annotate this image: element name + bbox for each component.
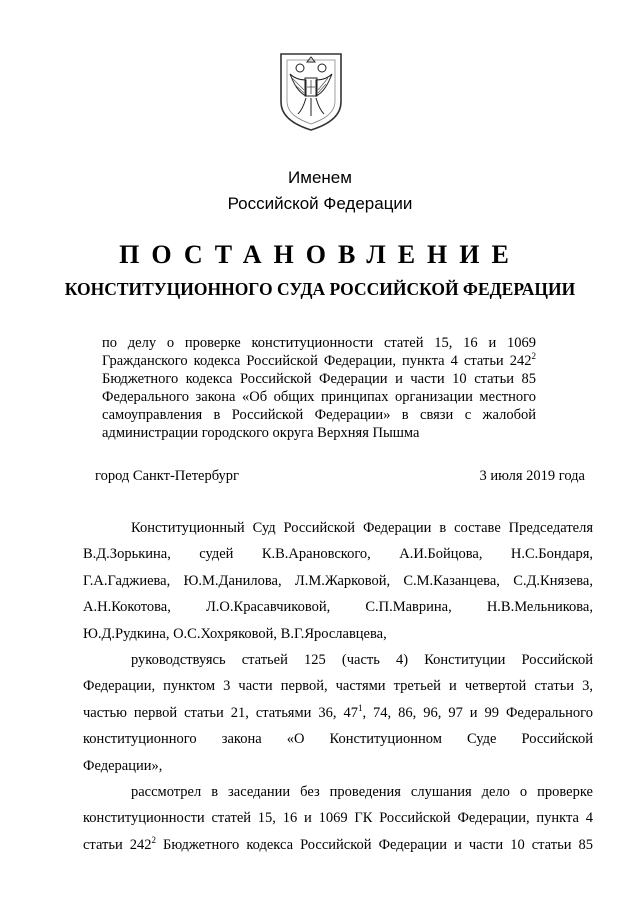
- body-line: Г.А.Гаджиева, Ю.М.Данилова, Л.М.Жарковой, С.М.Казанцева, С.Д.Князева,: [83, 572, 593, 589]
- document-subtitle: КОНСТИТУЦИОННОГО СУДА РОССИЙСКОЙ ФЕДЕРАЦИИ: [64, 279, 576, 299]
- case-line: по делу о проверке конституционности статей 15, 16 и 1069: [102, 335, 536, 351]
- body-line: [83, 700, 593, 726]
- federation-line: Российской Федерации: [227, 194, 413, 213]
- body-line: А.Н.Кокотова, Л.О.Красавчиковой, С.П.Маврина, Н.В.Мельникова,: [83, 599, 593, 616]
- superscript: 2: [531, 351, 536, 362]
- body-line: конституционности статей 15, 16 и 1069 ГК Российской Федерации, пункта 4: [83, 810, 593, 827]
- body-line: В.Д.Зорькина, судей К.В.Арановского, А.И.Бойцова, Н.С.Бондаря,: [83, 546, 593, 563]
- body-text-part: , 74, 86, 96, 97 и 99 Федерального: [362, 704, 593, 721]
- body-line: Федерации»,: [83, 757, 163, 774]
- case-line: Бюджетного кодекса Российской Федерации и части 10 статьи 85: [102, 371, 536, 387]
- body-line: Федерации, пунктом 3 части первой, частями третьей и четвертой статьи 3,: [83, 678, 593, 695]
- document-title: ПОСТАНОВЛЕНИЕ: [119, 240, 521, 269]
- case-line: администрации городского округа Верхняя Пышма: [102, 425, 420, 441]
- body-line: [83, 832, 593, 858]
- body-line: руководствуясь статьей 125 (часть 4) Конституции Российской: [131, 651, 593, 668]
- body-text-part: частью первой статьи 21, статьями 36, 47: [83, 704, 358, 721]
- body-text-part: статьи 242: [83, 836, 152, 853]
- place-date-row: [95, 468, 585, 485]
- case-line: [102, 352, 536, 370]
- case-text: Гражданского кодекса Российской Федерации, пункта 4 статьи 242: [102, 353, 532, 369]
- superscript: 2: [151, 834, 157, 845]
- body-line: Конституционный Суд Российской Федерации в составе Председателя: [131, 520, 593, 536]
- body-line: рассмотрел в заседании без проведения слушания дело о проверке: [131, 783, 593, 800]
- case-line: Федерального закона «Об общих принципах организации местного: [102, 389, 536, 405]
- case-line: самоуправления в Российской Федерации» в связи с жалобой: [102, 407, 536, 423]
- in-name-line: Именем: [288, 168, 352, 187]
- body-line: конституционного закона «О Конституционном Суде Российской: [83, 731, 593, 748]
- coat-of-arms-emblem: [278, 50, 344, 132]
- case-subject: [102, 334, 536, 442]
- superscript: 1: [357, 702, 363, 713]
- date: 3 июля 2019 года: [479, 468, 585, 484]
- place: город Санкт-Петербург: [95, 468, 240, 484]
- body-text-part: Бюджетного кодекса Российской Федерации и части 10 статьи 85: [156, 836, 593, 853]
- body-text: [83, 515, 593, 858]
- body-line: Ю.Д.Рудкина, О.С.Хохряковой, В.Г.Ярославцева,: [83, 625, 387, 642]
